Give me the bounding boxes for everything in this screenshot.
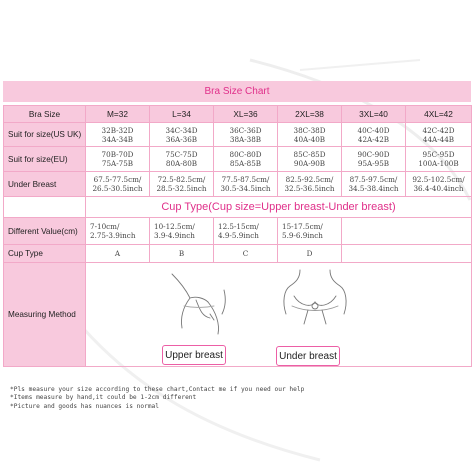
row-label: Different Value(cm) xyxy=(4,218,86,245)
upper-breast-label: Upper breast xyxy=(162,345,226,365)
empty-cell xyxy=(342,218,472,245)
table-cell: 10-12.5cm/ 3.9-4.9inch xyxy=(150,218,214,245)
table-row xyxy=(4,147,472,172)
table-cell: 92.5-102.5cm/ 36.4-40.4inch xyxy=(406,172,472,197)
table-cell: 34C-34D 36A-36B xyxy=(150,123,214,147)
header-cell: XL=36 xyxy=(214,106,278,123)
empty-cell xyxy=(342,245,472,263)
table-cell: 70B-70D 75A-75B xyxy=(86,147,150,172)
header-cell: 2XL=38 xyxy=(278,106,342,123)
table-cell: 15-17.5cm/ 5.9-6.9inch xyxy=(278,218,342,245)
header-cell: M=32 xyxy=(86,106,150,123)
note-line: *Pls measure your size according to these chart,Contact me if you need our help xyxy=(10,386,305,393)
table-cell: 32B-32D 34A-34B xyxy=(86,123,150,147)
table-cell: 80C-80D 85A-85B xyxy=(214,147,278,172)
upper-breast-figure xyxy=(150,268,260,338)
row-label: Suit for size(EU) xyxy=(4,147,86,172)
table-cell: B xyxy=(150,245,214,263)
row-label: Suit for size(US UK) xyxy=(4,123,86,147)
table-cell: 36C-36D 38A-38B xyxy=(214,123,278,147)
table-cell: 67.5-77.5cm/ 26.5-30.5inch xyxy=(86,172,150,197)
row-label: Under Breast xyxy=(4,172,86,197)
row-label: Cup Type xyxy=(4,245,86,263)
row-label: Measuring Method xyxy=(4,263,86,367)
empty-cell xyxy=(4,197,86,218)
cup-type-title: Cup Type(Cup size=Upper breast-Under breast) xyxy=(86,197,472,218)
note-line: *Items measure by hand,it could be 1-2cm different xyxy=(10,394,197,402)
table-cell: 42C-42D 44A-44B xyxy=(406,123,472,147)
table-cell: 7-10cm/ 2.75-3.9inch xyxy=(86,218,150,245)
table-cell: D xyxy=(278,245,342,263)
table-row xyxy=(4,123,472,147)
table-cell: 12.5-15cm/ 4.9-5.9inch xyxy=(214,218,278,245)
table-cell: 95C-95D 100A-100B xyxy=(406,147,472,172)
table-row xyxy=(4,172,472,197)
under-breast-figure xyxy=(270,266,360,338)
table-cell: 87.5-97.5cm/ 34.5-38.4inch xyxy=(342,172,406,197)
table-cell: 40C-40D 42A-42B xyxy=(342,123,406,147)
header-cell: 3XL=40 xyxy=(342,106,406,123)
table-row xyxy=(4,245,472,263)
notes xyxy=(10,386,470,411)
cup-type-title-row xyxy=(4,197,472,218)
under-breast-label: Under breast xyxy=(276,346,340,366)
chart-title: Bra Size Chart xyxy=(3,81,471,102)
table-cell: 77.5-87.5cm/ 30.5-34.5inch xyxy=(214,172,278,197)
header-row xyxy=(4,106,472,123)
note-line: *Picture and goods has nuances is normal xyxy=(10,402,160,410)
table-cell: 82.5-92.5cm/ 32.5-36.5inch xyxy=(278,172,342,197)
table-cell: A xyxy=(86,245,150,263)
table-cell: 85C-85D 90A-90B xyxy=(278,147,342,172)
table-cell: 38C-38D 40A-40B xyxy=(278,123,342,147)
header-cell: 4XL=42 xyxy=(406,106,472,123)
table-row xyxy=(4,218,472,245)
table-cell: 90C-90D 95A-95B xyxy=(342,147,406,172)
header-cell: Bra Size xyxy=(4,106,86,123)
table-cell: 75C-75D 80A-80B xyxy=(150,147,214,172)
table-cell: 72.5-82.5cm/ 28.5-32.5inch xyxy=(150,172,214,197)
table-cell: C xyxy=(214,245,278,263)
header-cell: L=34 xyxy=(150,106,214,123)
